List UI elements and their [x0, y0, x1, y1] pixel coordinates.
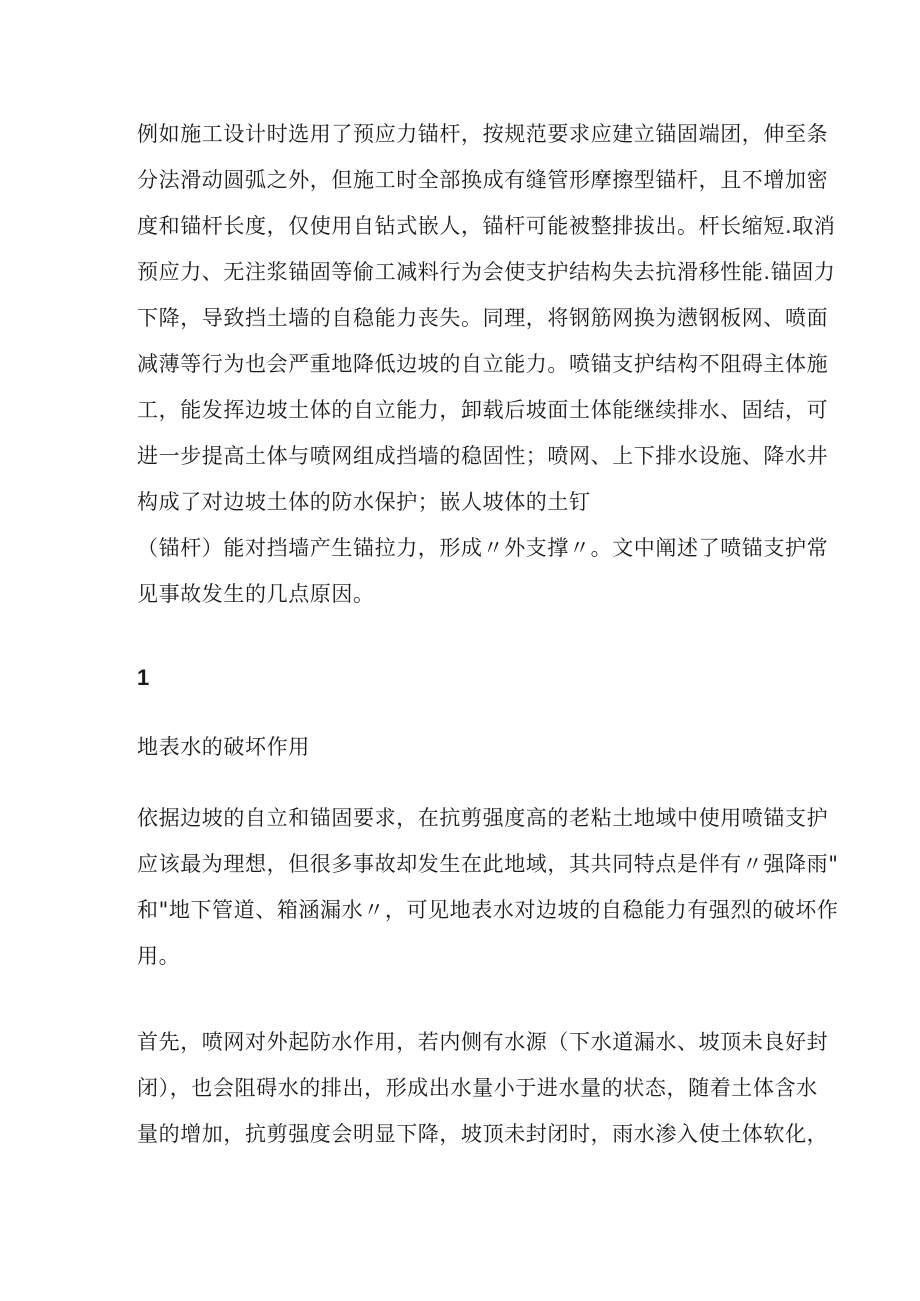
- paragraph-line: 用。: [137, 944, 181, 968]
- paragraph-line: 预应力、无注浆锚固等偷工减料行为会使支护结构失去抗滑移性能.锚固力: [137, 260, 836, 284]
- section-number: 1: [137, 665, 150, 690]
- paragraph-line: 例如施工设计时选用了预应力锚杆，按规范要求应建立锚固端团，伸至条: [137, 122, 829, 146]
- paragraph-line: （锚杆）能对挡墙产生锚拉力，形成〃外支撑〃。文中阐述了喷锚支护常: [137, 536, 829, 560]
- paragraph-line: 量的增加，抗剪强度会明显下降，坡顶未封闭时，雨水渗入使土体软化，: [137, 1122, 829, 1146]
- paragraph-line: 和"地下管道、箱涵漏水〃，可见地表水对边坡的自稳能力有强烈的破坏作: [137, 898, 839, 922]
- paragraph-line: 应该最为理想，但很多事故却发生在此地域，其共同特点是伴有〃强降雨": [137, 852, 839, 876]
- paragraph-line: 首先，喷网对外起防水作用，若内侧有水源（下水道漏水、坡顶未良好封: [137, 1030, 829, 1054]
- paragraph-line: 度和锚杆长度，仅使用自钻式嵌人，锚杆可能被整排拔出。杆长缩短.取消: [137, 214, 836, 238]
- paragraph-line: 见事故发生的几点原因。: [137, 582, 375, 606]
- section-title: 地表水的破坏作用: [137, 735, 310, 759]
- paragraph-line: 工，能发挥边坡土体的自立能力，卸载后坡面土体能继续排水、固结，可: [137, 398, 829, 422]
- paragraph-line: 依据边坡的自立和锚固要求，在抗剪强度高的老粘土地域中使用喷锚支护: [137, 806, 829, 830]
- paragraph-line: 下降，导致挡土墙的自稳能力丧失。同理，将钢筋网换为懑钢板网、喷面: [137, 306, 829, 330]
- paragraph-line: 构成了对边坡土体的防水保护；嵌人坡体的土钉: [137, 490, 591, 514]
- paragraph-line: 进一步提高土体与喷网组成挡墙的稳固性；喷网、上下排水设施、降水井: [137, 444, 829, 468]
- paragraph-line: 减薄等行为也会严重地降低边坡的自立能力。喷锚支护结构不阻碍主体施: [137, 352, 829, 376]
- paragraph-line: 闭），也会阻碍水的排出，形成出水量小于进水量的状态，随着土体含水: [137, 1076, 818, 1100]
- paragraph-line: 分法滑动圆弧之外，但施工时全部换成有缝管形摩擦型锚杆，且不增加密: [137, 168, 829, 192]
